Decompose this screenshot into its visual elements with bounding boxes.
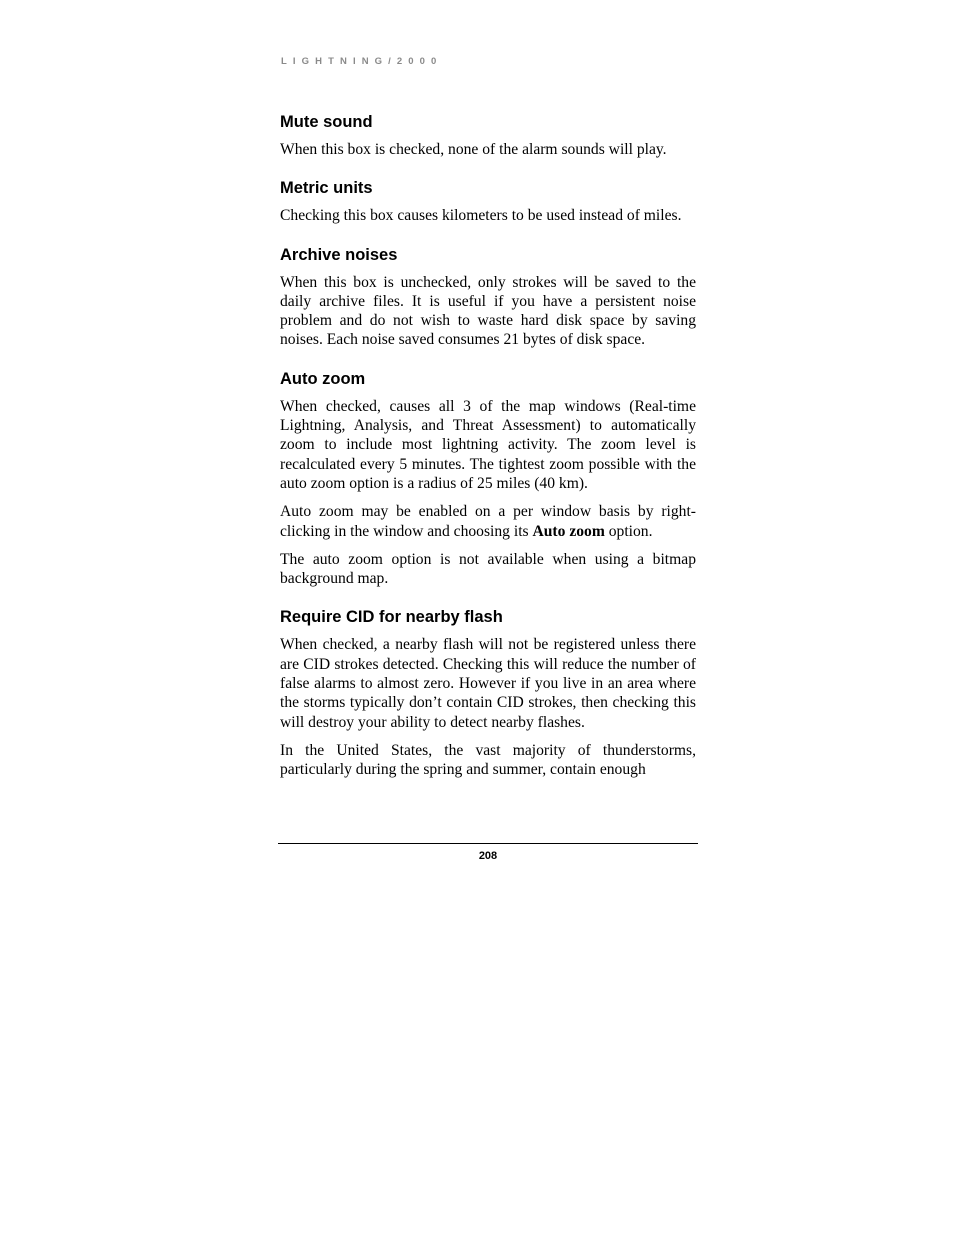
paragraph: In the United States, the vast majority of thunderstorms, particularly during the spring and summer, contain enough [280, 741, 696, 779]
page-number: 208 [478, 850, 498, 862]
section-heading-require-cid: Require CID for nearby flash [280, 608, 503, 627]
running-head: LIGHTNING/2000 [281, 56, 443, 67]
paragraph: Checking this box causes kilometers to be used instead of miles. [280, 207, 682, 225]
paragraph: The auto zoom option is not available when using a bitmap background map. [280, 550, 696, 588]
paragraph: When checked, causes all 3 of the map windows (Real-time Lightning, Analysis, and Threat Assessment) to automatically zoom to include most lightning activity. The zoom level is recalculated every 5 minutes. The tightest zoom possible with the auto zoom option is a radius of 25 miles (40 km). [280, 397, 696, 492]
section-heading-metric-units: Metric units [280, 179, 373, 198]
text-run: Auto zoom may be enabled on a per window basis by right-clicking in the window and choosing its [280, 503, 696, 540]
paragraph: When this box is checked, none of the alarm sounds will play. [280, 141, 667, 158]
text-run: option. [604, 522, 653, 540]
page-body [280, 112, 696, 789]
paragraph [280, 502, 696, 541]
footer-rule [278, 843, 698, 844]
section-heading-mute-sound: Mute sound [280, 113, 373, 131]
bold-term: Auto zoom [532, 522, 605, 540]
paragraph: When this box is unchecked, only strokes will be saved to the daily archive files. It is useful if you have a persistent noise problem and do not wish to waste hard disk space by saving noises. Each noise saved consumes 21 bytes of disk space. [280, 273, 696, 349]
paragraph: When checked, a nearby flash will not be registered unless there are CID strokes detected. Checking this will reduce the number of false alarms to almost zero. However if you live in an area where the storms typically don’t contain CID strokes, then checking this will destroy your ability to detect nearby flashes. [280, 636, 696, 731]
section-heading-archive-noises: Archive noises [280, 245, 398, 264]
section-heading-auto-zoom: Auto zoom [280, 369, 366, 388]
